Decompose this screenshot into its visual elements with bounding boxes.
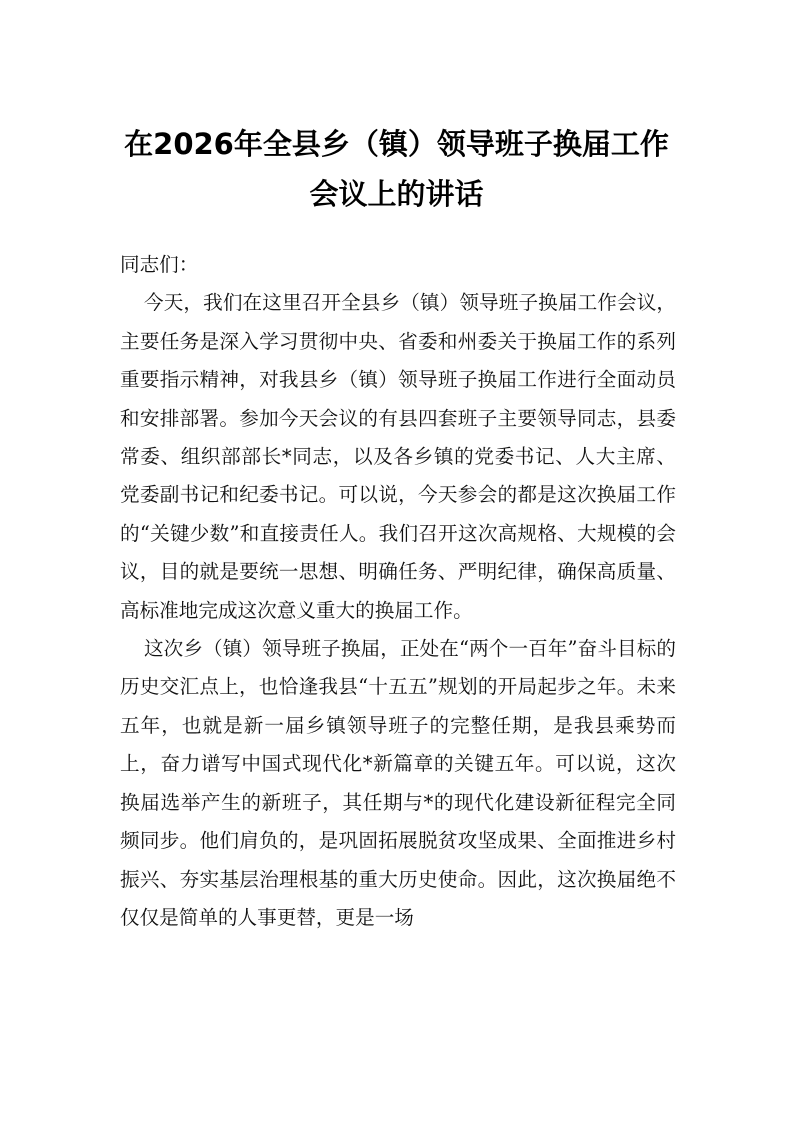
document-title-line-1: 在2026年全县乡（镇）领导班子换届工作 — [124, 127, 669, 161]
salutation: 同志们： — [120, 253, 199, 276]
document-body — [120, 246, 676, 937]
paragraph-2: 这次乡（镇）领导班子换届，正处在“两个一百年”奋斗目标的历史交汇点上，也恰逢我县“十五五”规划的开局起步之年。未来五年，也就是新一届乡镇领导班子的完整任期，是我县乘势而上，奋力谱写中国式现代化*新篇章的关键五年。可以说，这次换届选举产生的新班子，其任期与*的现代化建设新征程完全同频同步。他们肩负的，是巩固拓展脱贫攻坚成果、全面推进乡村振兴、夯实基层治理根基的重大历史使命。因此，这次换届绝不仅仅是简单的人事更替，更是一场 — [120, 637, 676, 929]
paragraph-1: 今天，我们在这里召开全县乡（镇）领导班子换届工作会议，主要任务是深入学习贯彻中央、省委和州委关于换届工作的系列重要指示精神，对我县乡（镇）领导班子换届工作进行全面动员和安排部署。参加今天会议的有县四套班子主要领导同志，县委常委、组织部部长*同志，以及各乡镇的党委书记、人大主席、党委副书记和纪委书记。可以说，今天参会的都是这次换届工作的“关键少数”和直接责任人。我们召开这次高规格、大规模的会议，目的就是要统一思想、明确任务、严明纪律，确保高质量、高标准地完成这次意义重大的换届工作。 — [120, 291, 676, 622]
document-title-line-2: 会议上的讲话 — [309, 177, 484, 211]
